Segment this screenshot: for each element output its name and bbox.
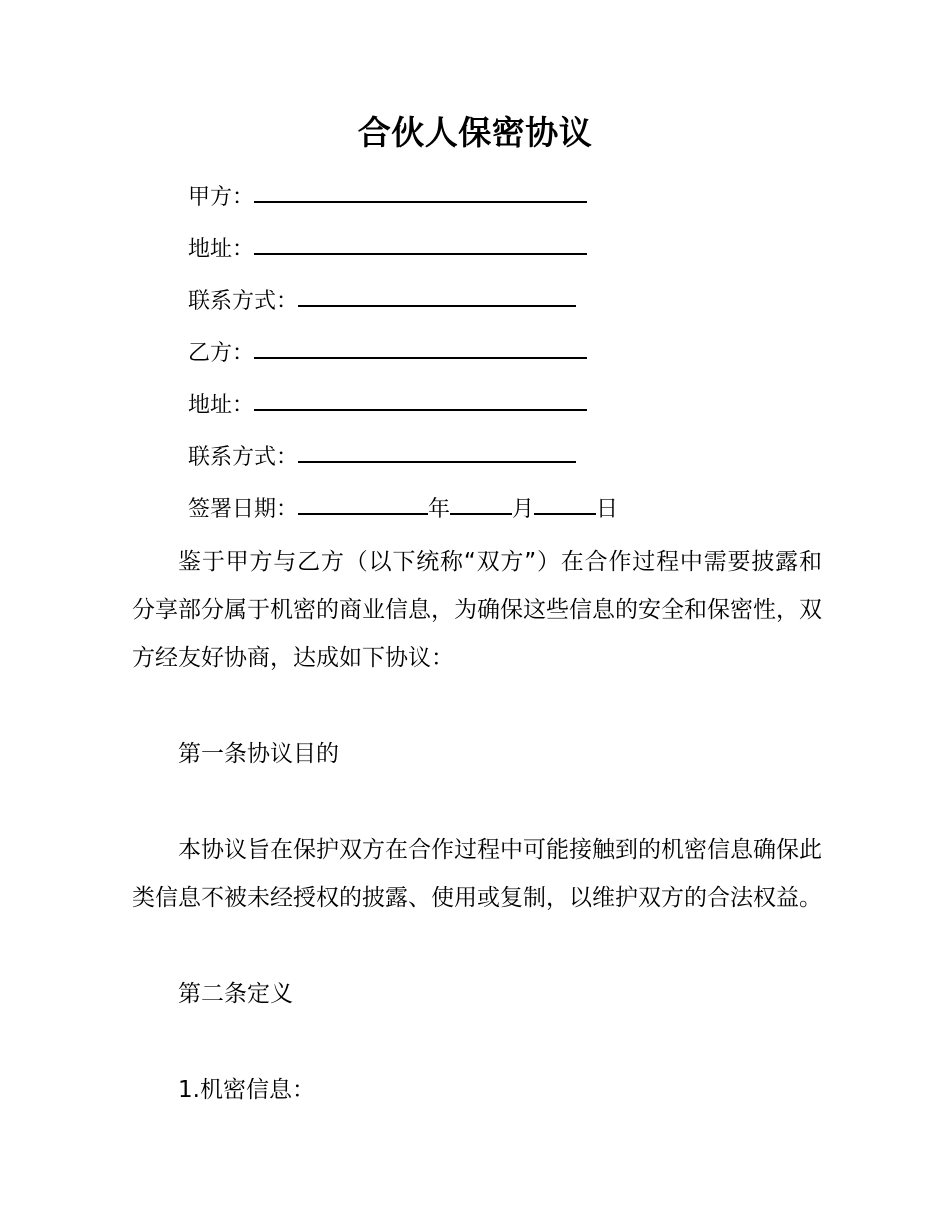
address-a-label: 地址： <box>188 237 255 262</box>
article-two-item-one: 1.机密信息： <box>178 1077 315 1103</box>
address-b-input-blank[interactable] <box>254 389 587 411</box>
address-a-input-blank[interactable] <box>254 233 587 255</box>
agreement-body <box>132 538 822 1114</box>
contact-a-label: 联系方式： <box>188 289 299 314</box>
contact-b-label: 联系方式： <box>188 445 299 470</box>
article-one-heading: 第一条协议目的 <box>178 741 339 767</box>
form-row-party-b <box>188 328 828 380</box>
paragraph-spacer <box>132 682 822 730</box>
article-two-heading: 第二条定义 <box>178 981 293 1007</box>
page-title: 合伙人保密协议 <box>357 113 593 152</box>
contact-b-input-blank[interactable] <box>298 441 576 463</box>
signature-date-year-unit: 年 <box>428 497 451 522</box>
form-row-address-a <box>188 224 828 276</box>
preamble-paragraph: 鉴于甲方与乙方（以下统称“双方”）在合作过程中需要披露和分享部分属于机密的商业信息，为确保这些信息的安全和保密性，双方经友好协商，达成如下协议： <box>132 549 822 671</box>
form-row-address-b <box>188 380 828 432</box>
paragraph-spacer <box>132 778 822 826</box>
party-a-input-blank[interactable] <box>254 181 587 203</box>
signature-date-year-blank[interactable] <box>298 493 428 515</box>
signature-date-day-blank[interactable] <box>534 493 596 515</box>
form-row-party-a <box>188 172 828 224</box>
signature-date-day-unit: 日 <box>596 497 619 522</box>
party-a-label: 甲方： <box>188 185 255 210</box>
party-form <box>188 172 828 536</box>
paragraph-spacer <box>132 922 822 970</box>
form-row-signature-date <box>188 484 828 536</box>
article-one-paragraph: 本协议旨在保护双方在合作过程中可能接触到的机密信息确保此类信息不被未经授权的披露、使用或复制，以维护双方的合法权益。 <box>132 837 822 911</box>
form-row-contact-b <box>188 432 828 484</box>
party-b-input-blank[interactable] <box>254 337 587 359</box>
signature-date-label: 签署日期： <box>188 497 299 522</box>
signature-date-month-unit: 月 <box>512 497 535 522</box>
form-row-contact-a <box>188 276 828 328</box>
contact-a-input-blank[interactable] <box>298 285 576 307</box>
paragraph-spacer <box>132 1018 822 1066</box>
party-b-label: 乙方： <box>188 341 255 366</box>
address-b-label: 地址： <box>188 393 255 418</box>
signature-date-month-blank[interactable] <box>450 493 512 515</box>
